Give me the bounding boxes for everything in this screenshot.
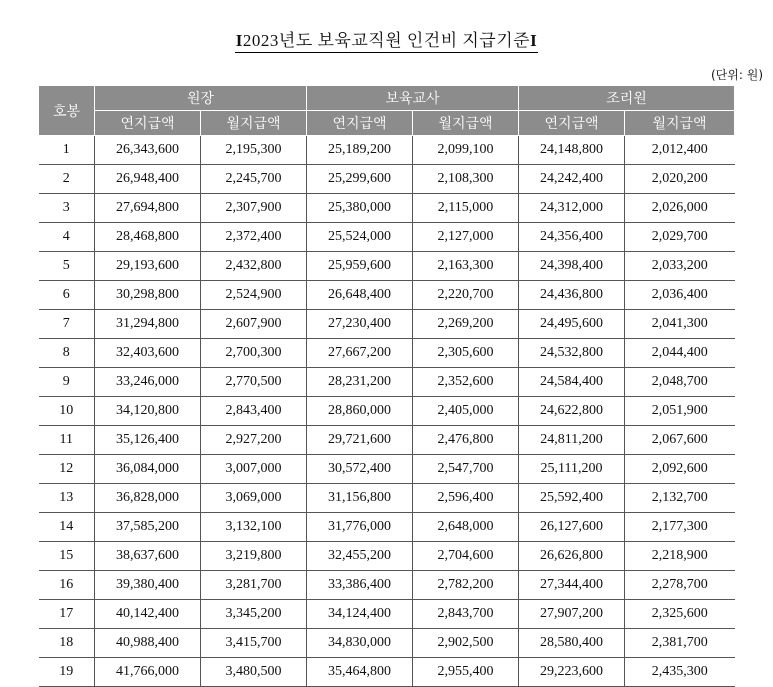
table-row [39, 513, 735, 542]
sub-header: 월지급액 [625, 111, 735, 136]
amount-cell: 27,344,400 [519, 571, 625, 600]
amount-cell: 26,626,800 [519, 542, 625, 571]
group-header-cook: 조리원 [519, 86, 735, 111]
step-cell: 6 [39, 281, 95, 310]
table-row [39, 542, 735, 571]
step-cell: 14 [39, 513, 95, 542]
amount-cell: 34,120,800 [95, 397, 201, 426]
amount-cell: 35,464,800 [307, 658, 413, 687]
step-cell: 11 [39, 426, 95, 455]
amount-cell: 25,524,000 [307, 223, 413, 252]
amount-cell: 2,372,400 [201, 223, 307, 252]
sub-header: 월지급액 [413, 111, 519, 136]
amount-cell: 24,312,000 [519, 194, 625, 223]
amount-cell: 27,907,200 [519, 600, 625, 629]
table-row [39, 658, 735, 687]
amount-cell: 28,860,000 [307, 397, 413, 426]
amount-cell: 2,163,300 [413, 252, 519, 281]
amount-cell: 2,132,700 [625, 484, 735, 513]
amount-cell: 2,927,200 [201, 426, 307, 455]
amount-cell: 29,193,600 [95, 252, 201, 281]
amount-cell: 2,782,200 [413, 571, 519, 600]
amount-cell: 2,220,700 [413, 281, 519, 310]
table-row [39, 252, 735, 281]
step-cell: 5 [39, 252, 95, 281]
amount-cell: 24,811,200 [519, 426, 625, 455]
amount-cell: 2,115,000 [413, 194, 519, 223]
amount-cell: 29,721,600 [307, 426, 413, 455]
amount-cell: 2,033,200 [625, 252, 735, 281]
step-cell: 7 [39, 310, 95, 339]
amount-cell: 26,343,600 [95, 136, 201, 165]
amount-cell: 26,127,600 [519, 513, 625, 542]
amount-cell: 2,432,800 [201, 252, 307, 281]
amount-cell: 2,596,400 [413, 484, 519, 513]
step-cell: 1 [39, 136, 95, 165]
table-row [39, 223, 735, 252]
amount-cell: 27,230,400 [307, 310, 413, 339]
amount-cell: 2,476,800 [413, 426, 519, 455]
amount-cell: 2,026,000 [625, 194, 735, 223]
amount-cell: 2,269,200 [413, 310, 519, 339]
table-row [39, 629, 735, 658]
amount-cell: 32,403,600 [95, 339, 201, 368]
amount-cell: 28,468,800 [95, 223, 201, 252]
step-cell: 4 [39, 223, 95, 252]
amount-cell: 25,592,400 [519, 484, 625, 513]
amount-cell: 2,067,600 [625, 426, 735, 455]
step-header: 호봉 [39, 86, 95, 136]
amount-cell: 26,648,400 [307, 281, 413, 310]
amount-cell: 29,223,600 [519, 658, 625, 687]
amount-cell: 38,637,600 [95, 542, 201, 571]
amount-cell: 2,704,600 [413, 542, 519, 571]
step-cell: 19 [39, 658, 95, 687]
amount-cell: 2,325,600 [625, 600, 735, 629]
amount-cell: 39,380,400 [95, 571, 201, 600]
amount-cell: 36,084,000 [95, 455, 201, 484]
amount-cell: 2,524,900 [201, 281, 307, 310]
amount-cell: 2,381,700 [625, 629, 735, 658]
step-cell: 10 [39, 397, 95, 426]
amount-cell: 2,020,200 [625, 165, 735, 194]
table-row [39, 397, 735, 426]
amount-cell: 35,126,400 [95, 426, 201, 455]
amount-cell: 34,124,400 [307, 600, 413, 629]
table-row [39, 194, 735, 223]
amount-cell: 25,111,200 [519, 455, 625, 484]
amount-cell: 2,051,900 [625, 397, 735, 426]
table-row [39, 571, 735, 600]
amount-cell: 36,828,000 [95, 484, 201, 513]
table-row [39, 281, 735, 310]
amount-cell: 24,356,400 [519, 223, 625, 252]
amount-cell: 2,044,400 [625, 339, 735, 368]
table-row [39, 136, 735, 165]
amount-cell: 25,299,600 [307, 165, 413, 194]
amount-cell: 2,352,600 [413, 368, 519, 397]
step-cell: 9 [39, 368, 95, 397]
amount-cell: 27,694,800 [95, 194, 201, 223]
group-header-director: 원장 [95, 86, 307, 111]
amount-cell: 2,218,900 [625, 542, 735, 571]
amount-cell: 2,195,300 [201, 136, 307, 165]
table-row [39, 310, 735, 339]
amount-cell: 24,242,400 [519, 165, 625, 194]
step-cell: 3 [39, 194, 95, 223]
document-title: I2023년도 보육교직원 인건비 지급기준I [0, 26, 773, 53]
amount-cell: 28,580,400 [519, 629, 625, 658]
amount-cell: 2,012,400 [625, 136, 735, 165]
amount-cell: 2,127,000 [413, 223, 519, 252]
amount-cell: 2,092,600 [625, 455, 735, 484]
amount-cell: 2,108,300 [413, 165, 519, 194]
amount-cell: 2,700,300 [201, 339, 307, 368]
amount-cell: 2,547,700 [413, 455, 519, 484]
step-cell: 18 [39, 629, 95, 658]
unit-note: (단위: 원) [711, 68, 763, 82]
amount-cell: 41,766,000 [95, 658, 201, 687]
amount-cell: 30,298,800 [95, 281, 201, 310]
amount-cell: 33,386,400 [307, 571, 413, 600]
amount-cell: 2,041,300 [625, 310, 735, 339]
amount-cell: 24,622,800 [519, 397, 625, 426]
amount-cell: 3,415,700 [201, 629, 307, 658]
amount-cell: 30,572,400 [307, 455, 413, 484]
amount-cell: 3,480,500 [201, 658, 307, 687]
amount-cell: 2,307,900 [201, 194, 307, 223]
group-header-teacher: 보육교사 [307, 86, 519, 111]
amount-cell: 40,142,400 [95, 600, 201, 629]
amount-cell: 24,148,800 [519, 136, 625, 165]
amount-cell: 2,607,900 [201, 310, 307, 339]
amount-cell: 2,843,400 [201, 397, 307, 426]
amount-cell: 2,955,400 [413, 658, 519, 687]
sub-header: 연지급액 [95, 111, 201, 136]
amount-cell: 3,069,000 [201, 484, 307, 513]
amount-cell: 2,305,600 [413, 339, 519, 368]
sub-header: 연지급액 [519, 111, 625, 136]
salary-table [38, 85, 735, 687]
sub-header: 월지급액 [201, 111, 307, 136]
amount-cell: 2,648,000 [413, 513, 519, 542]
sub-header: 연지급액 [307, 111, 413, 136]
amount-cell: 2,036,400 [625, 281, 735, 310]
amount-cell: 27,667,200 [307, 339, 413, 368]
amount-cell: 2,435,300 [625, 658, 735, 687]
amount-cell: 2,770,500 [201, 368, 307, 397]
amount-cell: 2,029,700 [625, 223, 735, 252]
amount-cell: 37,585,200 [95, 513, 201, 542]
amount-cell: 2,278,700 [625, 571, 735, 600]
step-cell: 12 [39, 455, 95, 484]
table-row [39, 165, 735, 194]
table-body [39, 136, 735, 687]
amount-cell: 2,099,100 [413, 136, 519, 165]
amount-cell: 24,436,800 [519, 281, 625, 310]
amount-cell: 2,843,700 [413, 600, 519, 629]
amount-cell: 40,988,400 [95, 629, 201, 658]
step-cell: 2 [39, 165, 95, 194]
amount-cell: 2,177,300 [625, 513, 735, 542]
amount-cell: 24,532,800 [519, 339, 625, 368]
step-cell: 16 [39, 571, 95, 600]
amount-cell: 2,245,700 [201, 165, 307, 194]
amount-cell: 3,219,800 [201, 542, 307, 571]
amount-cell: 2,048,700 [625, 368, 735, 397]
amount-cell: 25,380,000 [307, 194, 413, 223]
amount-cell: 24,495,600 [519, 310, 625, 339]
amount-cell: 31,156,800 [307, 484, 413, 513]
table-row [39, 455, 735, 484]
title-year: 2023 [242, 31, 279, 50]
amount-cell: 24,584,400 [519, 368, 625, 397]
step-cell: 13 [39, 484, 95, 513]
amount-cell: 32,455,200 [307, 542, 413, 571]
amount-cell: 3,281,700 [201, 571, 307, 600]
step-cell: 15 [39, 542, 95, 571]
amount-cell: 2,405,000 [413, 397, 519, 426]
amount-cell: 25,959,600 [307, 252, 413, 281]
amount-cell: 31,294,800 [95, 310, 201, 339]
amount-cell: 2,902,500 [413, 629, 519, 658]
amount-cell: 28,231,200 [307, 368, 413, 397]
table-row [39, 600, 735, 629]
amount-cell: 3,345,200 [201, 600, 307, 629]
amount-cell: 24,398,400 [519, 252, 625, 281]
table-row [39, 368, 735, 397]
amount-cell: 3,007,000 [201, 455, 307, 484]
step-cell: 8 [39, 339, 95, 368]
amount-cell: 26,948,400 [95, 165, 201, 194]
amount-cell: 33,246,000 [95, 368, 201, 397]
amount-cell: 3,132,100 [201, 513, 307, 542]
table-row [39, 484, 735, 513]
amount-cell: 25,189,200 [307, 136, 413, 165]
amount-cell: 34,830,000 [307, 629, 413, 658]
table-row [39, 426, 735, 455]
table-row [39, 339, 735, 368]
title-text: 년도 보육교직원 인건비 지급기준 [278, 31, 531, 50]
amount-cell: 31,776,000 [307, 513, 413, 542]
step-cell: 17 [39, 600, 95, 629]
